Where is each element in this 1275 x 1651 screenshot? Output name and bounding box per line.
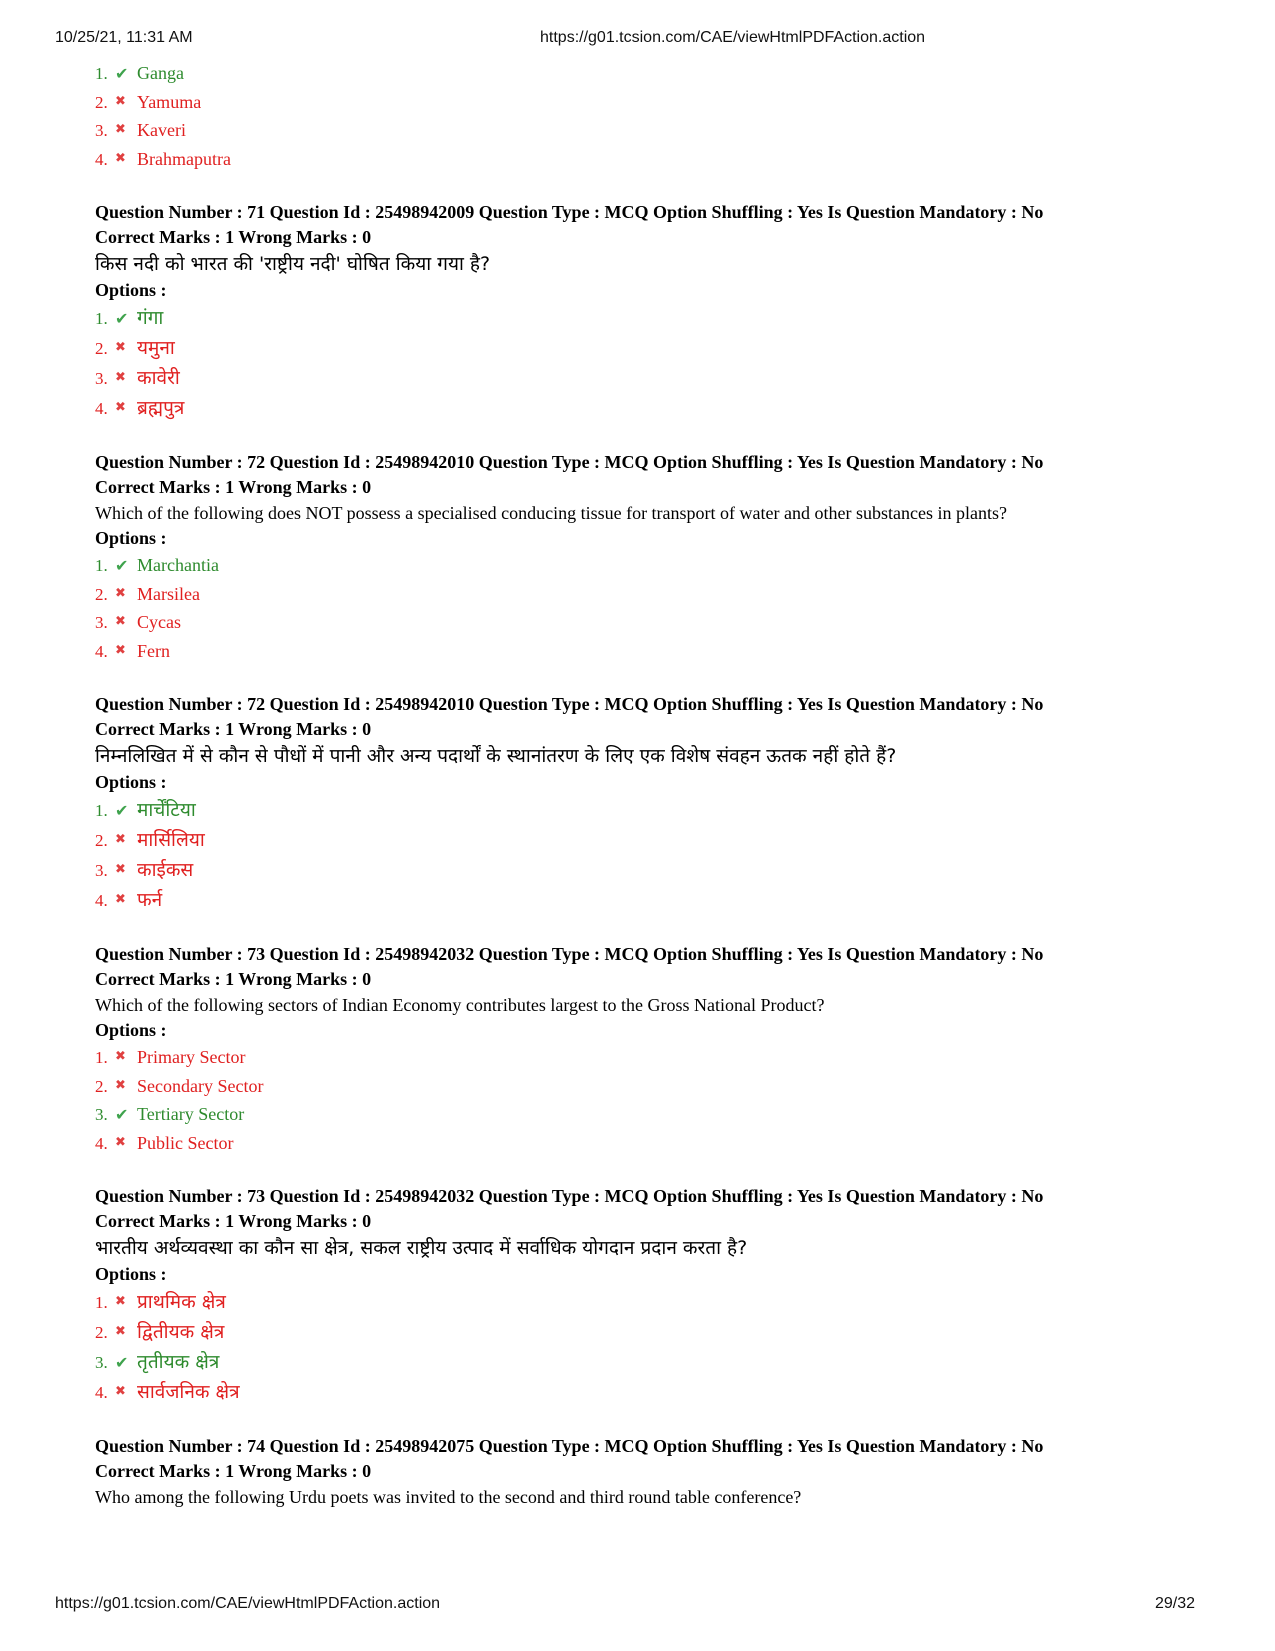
question-marks: Correct Marks : 1 Wrong Marks : 0	[95, 719, 372, 739]
cross-icon: ✖	[115, 642, 126, 658]
option-item	[95, 1377, 1215, 1407]
question-marks: Correct Marks : 1 Wrong Marks : 0	[95, 477, 372, 497]
option-text: कावेरी	[137, 367, 180, 389]
option-number: 2.	[95, 1323, 108, 1342]
option-item	[95, 1129, 1215, 1158]
option-number: 4.	[95, 641, 108, 661]
question-meta: Question Number : 72 Question Id : 25498942010 Question Type : MCQ Option Shuffling : Yes Is Question Mandatory : No	[95, 452, 1044, 472]
cross-icon: ✖	[115, 122, 126, 137]
question-meta: Question Number : 73 Question Id : 25498942032 Question Type : MCQ Option Shuffling : Yes Is Question Mandatory : No	[95, 944, 1044, 964]
option-item	[95, 59, 1215, 88]
option-item	[95, 795, 1215, 825]
cross-icon: ✖	[115, 1384, 126, 1399]
option-number: 2.	[95, 1076, 108, 1096]
check-icon: ✔	[115, 1105, 129, 1124]
option-text: सार्वजनिक क्षेत्र	[137, 1381, 240, 1403]
option-number: 1.	[95, 801, 108, 820]
cross-icon: ✖	[115, 400, 126, 415]
option-text: यमुना	[137, 337, 175, 359]
option-text: मार्सिलिया	[137, 829, 205, 851]
option-text: फर्न	[137, 889, 163, 911]
option-text: Secondary Sector	[137, 1075, 264, 1096]
option-item	[95, 1100, 1215, 1129]
cross-icon: ✖	[115, 832, 126, 847]
question-meta: Question Number : 74 Question Id : 25498942075 Question Type : MCQ Option Shuffling : Yes Is Question Mandatory : No	[95, 1436, 1044, 1456]
question-list	[95, 200, 1215, 1510]
options-list	[95, 1043, 1215, 1157]
option-text: मार्चेंटिया	[137, 799, 196, 821]
option-item	[95, 363, 1215, 393]
question-text: किस नदी को भारत की 'राष्ट्रीय नदी' घोषित किया गया है?	[95, 253, 491, 275]
option-text: Yamuma	[137, 91, 202, 112]
question-text: भारतीय अर्थव्यवस्था का कौन सा क्षेत्र, सकल राष्ट्रीय उत्पाद में सर्वाधिक योगदान प्रदान करता है?	[95, 1237, 748, 1259]
option-item	[95, 551, 1215, 580]
cross-icon: ✖	[115, 150, 126, 166]
question-marks: Correct Marks : 1 Wrong Marks : 0	[95, 1211, 372, 1231]
options-label: Options :	[95, 772, 167, 792]
cross-icon: ✖	[115, 585, 126, 601]
option-number: 3.	[95, 861, 108, 880]
cross-icon: ✖	[115, 340, 126, 355]
check-icon: ✔	[115, 801, 129, 820]
option-number: 4.	[95, 399, 108, 418]
question-text: Which of the following sectors of Indian Economy contributes largest to the Gross National Product?	[95, 995, 825, 1015]
option-item	[95, 608, 1215, 637]
option-item	[95, 145, 1215, 174]
question-block	[95, 1434, 1215, 1510]
option-number: 2.	[95, 584, 108, 604]
cross-icon: ✖	[115, 1049, 126, 1064]
options-list	[95, 551, 1215, 665]
header-url: https://g01.tcsion.com/CAE/viewHtmlPDFAction.action	[540, 29, 926, 46]
cross-icon: ✖	[115, 1294, 126, 1309]
option-number: 4.	[95, 1133, 108, 1153]
option-text: काईकस	[137, 859, 194, 881]
cross-icon: ✖	[115, 1324, 126, 1339]
cross-icon: ✖	[115, 862, 126, 877]
option-number: 1.	[95, 1293, 108, 1312]
question-text: Which of the following does NOT possess a specialised conducing tissue for transport of water and other substances in plants?	[95, 503, 1007, 523]
footer-url: https://g01.tcsion.com/CAE/viewHtmlPDFAction.action	[55, 1595, 441, 1612]
option-item	[95, 637, 1215, 666]
option-number: 1.	[95, 64, 108, 83]
option-text: Kaveri	[137, 120, 186, 140]
option-number: 3.	[95, 613, 108, 632]
option-text: Primary Sector	[137, 1047, 246, 1067]
option-text: प्राथमिक क्षेत्र	[137, 1291, 226, 1313]
option-text: Marsilea	[137, 583, 200, 604]
question-marks: Correct Marks : 1 Wrong Marks : 0	[95, 1461, 372, 1481]
header-datetime: 10/25/21, 11:31 AM	[55, 29, 193, 46]
question-meta: Question Number : 72 Question Id : 25498942010 Question Type : MCQ Option Shuffling : Yes Is Question Mandatory : No	[95, 694, 1044, 714]
check-icon: ✔	[115, 64, 129, 83]
page-number: 29/32	[1154, 1595, 1195, 1612]
cross-icon: ✖	[115, 370, 126, 385]
option-text: Brahmaputra	[137, 148, 231, 169]
option-text: तृतीयक क्षेत्र	[137, 1351, 220, 1373]
options-list	[95, 795, 1215, 915]
option-text: Marchantia	[137, 555, 219, 575]
option-item	[95, 88, 1215, 117]
cross-icon: ✖	[115, 614, 126, 629]
option-item	[95, 885, 1215, 915]
option-item	[95, 116, 1215, 145]
option-number: 2.	[95, 831, 108, 850]
option-number: 4.	[95, 891, 108, 910]
options-list	[95, 1287, 1215, 1407]
option-item	[95, 1072, 1215, 1101]
check-icon: ✔	[115, 309, 129, 328]
option-number: 4.	[95, 1383, 108, 1402]
options-list	[95, 303, 1215, 423]
option-number: 3.	[95, 121, 108, 140]
cross-icon: ✖	[115, 93, 126, 109]
question-block	[95, 450, 1215, 665]
option-text: Cycas	[137, 612, 181, 632]
question-block	[95, 692, 1215, 915]
option-number: 4.	[95, 149, 108, 169]
question-text: Who among the following Urdu poets was invited to the second and third round table conference?	[95, 1487, 802, 1507]
question-block	[95, 200, 1215, 423]
leading-options	[95, 59, 1215, 173]
option-item	[95, 1317, 1215, 1347]
question-block	[95, 942, 1215, 1157]
option-item	[95, 1287, 1215, 1317]
option-text: ब्रह्मपुत्र	[137, 397, 185, 419]
option-item	[95, 825, 1215, 855]
option-number: 1.	[95, 556, 108, 575]
option-number: 3.	[95, 369, 108, 388]
options-label: Options :	[95, 280, 167, 300]
option-text: Public Sector	[137, 1132, 234, 1153]
option-text: Fern	[137, 640, 170, 661]
option-number: 1.	[95, 309, 108, 328]
option-item	[95, 303, 1215, 333]
question-marks: Correct Marks : 1 Wrong Marks : 0	[95, 969, 372, 989]
option-number: 1.	[95, 1048, 108, 1067]
cross-icon: ✖	[115, 892, 126, 907]
page-content	[95, 59, 1215, 1510]
cross-icon: ✖	[115, 1077, 126, 1093]
options-label: Options :	[95, 1264, 167, 1284]
option-text: Tertiary Sector	[137, 1104, 245, 1124]
option-number: 3.	[95, 1353, 108, 1372]
option-number: 2.	[95, 92, 108, 112]
option-item	[95, 393, 1215, 423]
question-marks: Correct Marks : 1 Wrong Marks : 0	[95, 227, 372, 247]
check-icon: ✔	[115, 556, 129, 575]
cross-icon: ✖	[115, 1134, 126, 1150]
option-number: 3.	[95, 1105, 108, 1124]
check-icon: ✔	[115, 1353, 129, 1372]
option-item	[95, 1043, 1215, 1072]
question-meta: Question Number : 73 Question Id : 25498942032 Question Type : MCQ Option Shuffling : Yes Is Question Mandatory : No	[95, 1186, 1044, 1206]
question-text: निम्नलिखित में से कौन से पौधों में पानी और अन्य पदार्थों के स्थानांतरण के लिए एक विशेष संवहन ऊतक नहीं होते हैं?	[95, 745, 897, 767]
option-text: गंगा	[137, 307, 164, 329]
question-meta: Question Number : 71 Question Id : 25498942009 Question Type : MCQ Option Shuffling : Yes Is Question Mandatory : No	[95, 202, 1044, 222]
options-label: Options :	[95, 528, 167, 548]
option-item	[95, 1347, 1215, 1377]
option-item	[95, 333, 1215, 363]
option-item	[95, 580, 1215, 609]
options-label: Options :	[95, 1020, 167, 1040]
option-text: द्वितीयक क्षेत्र	[137, 1321, 225, 1343]
option-text: Ganga	[137, 63, 184, 83]
option-number: 2.	[95, 339, 108, 358]
question-block	[95, 1184, 1215, 1407]
option-item	[95, 855, 1215, 885]
